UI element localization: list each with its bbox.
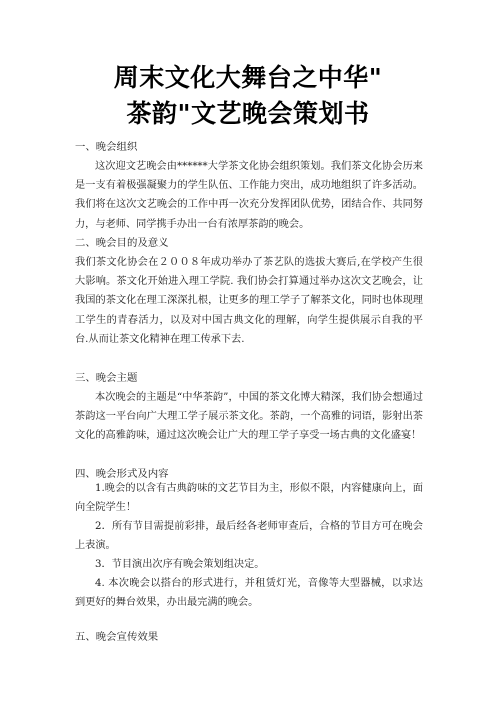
format-item-3: 3．节目演出次序有晚会策划组决定。 xyxy=(95,559,265,570)
section-body-organization: 这次迎文艺晚会由******大学茶文化协会组织策划。我们茶文化协会历来是一支有着极强凝聚力的学生队伍、工作能力突出，成功地组织了许多活动。我们将在这次文艺晚会的工作中再一次充分发挥团队优势，团结合作、共同努力，与老师、同学携手办出一台有浓厚茶韵的晚会。 xyxy=(75,161,423,230)
document-title-line-1: 周末文化大舞台之中华" xyxy=(113,63,383,92)
section-heading-purpose: 二、晚会目的及意义 xyxy=(75,237,169,249)
section-heading-theme: 三、晚会主题 xyxy=(75,372,138,384)
section-body-theme: 本次晚会的主题是“中华茶韵”，中国的茶文化博大精深，我们协会想通过茶韵这一平台向广大理工学子展示茶文化。茶韵，一个高雅的词语，影射出茶文化的高雅韵味，通过这次晚会让广大的理工学子享受一场古典的文化盛宴！ xyxy=(75,392,423,442)
section-body-purpose: 我们茶文化协会在２００８年成功举办了茶艺队的选拔大赛后,在学校产生很大影响。茶文化开始进入理工学院. 我们协会打算通过举办这次文艺晚会，让我国的茶文化在理工深深扎根，让更多的理工学子了解茶文化，同时也体现理工学生的青春活力，以及对中国古典文化的理解，向学生提供展示自我的平台.从而让茶文化精神在理工传承下去. xyxy=(75,257,423,345)
section-heading-publicity: 五、晚会宣传效果 xyxy=(75,631,159,643)
format-item-2: 2．所有节目需提前彩排，最后经各老师审查后，合格的节目方可在晚会上表演。 xyxy=(75,521,423,552)
section-heading-format: 四、晚会形式及内容 xyxy=(75,468,169,480)
format-item-1: 1.晚会的以含有古典韵味的文艺节目为主，形似不限，内容健康向上，面向全院学生！ xyxy=(75,483,423,514)
section-heading-organization: 一、晚会组织 xyxy=(75,141,138,153)
document-title-line-2: 茶韵"文艺晚会策划书 xyxy=(126,99,370,128)
format-item-4: 4. 本次晚会以搭台的形式进行，并租赁灯光，音像等大型器械，以求达到更好的舞台效果，办出最完满的晚会。 xyxy=(75,578,423,609)
